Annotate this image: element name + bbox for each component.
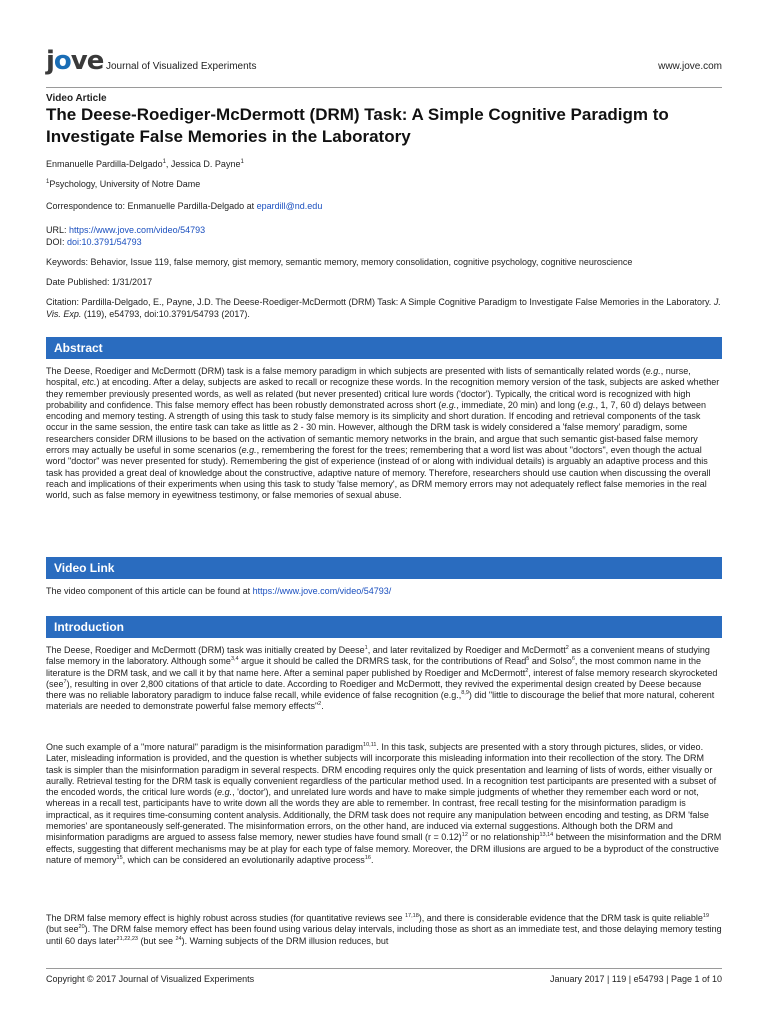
abstract-section-header: Abstract (46, 337, 722, 359)
footer-issue-info: January 2017 | 119 | e54793 | Page 1 of 10 (550, 974, 722, 984)
citation: Citation: Pardilla-Delgado, E., Payne, J.D. The Deese-Roediger-McDermott (DRM) Task: A Simple Cognitive Paradigm to Investigate False Memories in the Laboratory. J. Vis. Exp. (119), e54793, doi:10.3791/54793 (2017). (46, 297, 721, 319)
site-url[interactable]: www.jove.com (658, 61, 722, 72)
article-type: Video Article (46, 93, 107, 104)
correspondence: Correspondence to: Enmanuelle Pardilla-Delgado at epardill@nd.edu (46, 201, 323, 211)
video-link-text: The video component of this article can be found at https://www.jove.com/video/54793/ (46, 586, 392, 596)
article-page (46, 0, 722, 1024)
journal-name: Journal of Visualized Experiments (106, 61, 257, 72)
footer-copyright: Copyright © 2017 Journal of Visualized Experiments (46, 974, 255, 984)
page-footer (46, 968, 722, 984)
article-doi: DOI: doi:10.3791/54793 (46, 237, 142, 247)
keywords: Keywords: Behavior, Issue 119, false memory, gist memory, semantic memory, memory consolidation, cognitive psychology, cognitive neuroscience (46, 257, 633, 267)
affiliation: $^1$Psychology, University of Notre Dame (46, 179, 201, 189)
introduction-paragraph-1: The Deese, Roediger and McDermott (DRM) task was initially created by Deese$^1$, and later revitalized by Roediger and McDermott$^2$ as a convenient means of studying false memory in the laboratory. Although some$^{3,4}$ argue it should be called the DRMRS task, for the contributions of Read$^5$ and Solso$^6$, the most common name in the literature is the DRM task, and we call it by that name here. After a seminal paper published by Roediger and McDermott$^2$, interest of false memory research skyrocketed (see$^7$), resulting in over 2,800 citations of that article to date. According to Roediger and McDermott, they revived the experimental design created by Deese because there was no reliable laboratory paradigm to induce false recall, while evidence of false recognition (e.g.,$^{8,9}$) did "little to discourage the belief that more natural, coherent materials are needed to demonstrate powerful false memory effects"$^2$. (46, 645, 718, 712)
article-title: The Deese-Roediger-McDermott (DRM) Task: A Simple Cognitive Paradigm to Investigate False Memories in the Laboratory (46, 105, 669, 146)
introduction-paragraph-2: One such example of a "more natural" paradigm is the misinformation paradigm$^{10,11}$. In this task, subjects are presented with a story through pictures, slides, or video. Later, misleading information is provided, and the question is whether subjects will incorporate this misleading information into their recollection of the story. The DRM task is simpler than the misinformation paradigm in several respects. DRM encoding requires only the quick presentation and learning of lists of words, either visually or aurally. Retrieval testing for the DRM task is equally convenient regardless of the particular method used. In a recognition test participants are presented with a subset of the encoded words, the critical lure words (e.g., 'doctor'), and unrelated lure words and have to make simple judgments of whether they remember each word or not, whereas in a recall test, participants have to write down all the words they are able to remember. In contrast, free recall testing for the misinformation paradigm is impractical, as it requires time-consuming content analysis. Additionally, the DRM task does not require any manipulation between encoding and testing, as DRM 'false memories' are spontaneously self-generated. The misinformation errors, on the other hand, are induced via external suggestions. Although both the DRM and misinformation paradigms are argued to assess false memory, newer studies have found small (r = 0.12)$^{12}$ or no relationship$^{13,14}$ between the misinformation and the DRM effects, suggesting that different mechanisms may be at play for each type of false memory. Moreover, the DRM illusions are argued to be a byproduct of the constructive nature of memory$^{15}$, which can be considered an evolutionarily adaptive process$^{16}$. (46, 742, 722, 865)
date-published: Date Published: 1/31/2017 (46, 277, 153, 287)
introduction-section-header: Introduction (46, 616, 722, 638)
abstract-text: The Deese, Roediger and McDermott (DRM) task is a false memory paradigm in which subjects are presented with lists of semantically related words (e.g., nurse, hospital, etc.) at encoding. After a delay, subjects are asked to recall or recognize these words. In the recognition memory version of the task, subjects are asked whether they remember previously presented words, as well as related (but never presented) critical lure words ('doctor'). Typically, the critical word is recognized with high probability and confidence. This false memory effect has been robustly demonstrated across short (e.g., immediate, 20 min) and long (e.g., 1, 7, 60 d) delays between encoding and memory testing. A strength of using this task to study false memory is its simplicity and short duration. If encoding and retrieval components of the task occur in the same session, the entire task can take as little as 2 - 30 min. However, although the DRM task is widely considered a 'false memory' paradigm, some researchers consider DRM illusions to be based on the activation of semantic memory networks in the brain, and argue that such semantic gist-based false memory errors may actually be useful in some scenarios (e.g., remembering the forest for the trees; remembering that a word list was about "doctors", even though the actual word "doctor" was never presented for study). Remembering the gist of experience (instead of or along with individual details) is arguably an adaptive process and this task has provided a great deal of knowledge about the constructive, adaptive nature of memory. Therefore, researchers should use caution when discussing the overall reach and implications of their experiments when using this task to study 'false memory', as DRM memory errors may not adequately reflect false memories in the real world, such as false memory in eyewitness testimony, or false memories of sexual abuse. (46, 366, 720, 501)
page-header (46, 46, 722, 88)
article-url: URL: https://www.jove.com/video/54793 (46, 225, 206, 235)
authors: Enmanuelle Pardilla-Delgado$^1$, Jessica D. Payne$^1$ (46, 159, 244, 169)
article-doi-link[interactable]: doi:10.3791/54793 (67, 237, 142, 247)
video-link-section-header: Video Link (46, 557, 722, 579)
video-link-url[interactable]: https://www.jove.com/video/54793/ (252, 586, 392, 596)
jove-logo: jove (46, 46, 104, 76)
correspondence-email-link[interactable]: epardill@nd.edu (256, 201, 323, 211)
introduction-paragraph-3: The DRM false memory effect is highly robust across studies (for quantitative reviews see $^{17,18}$), and there is considerable evidence that the DRM task is quite reliable$^{19}$ (but see$^{20}$). The DRM false memory effect has been found using various delay intervals, including those as short as an immediate test, and those delaying memory testing until 60 days later$^{21,22,23}$ (but see $^{24}$). Warning subjects of the DRM illusion reduces, but (46, 913, 722, 946)
article-url-link[interactable]: https://www.jove.com/video/54793 (69, 225, 206, 235)
